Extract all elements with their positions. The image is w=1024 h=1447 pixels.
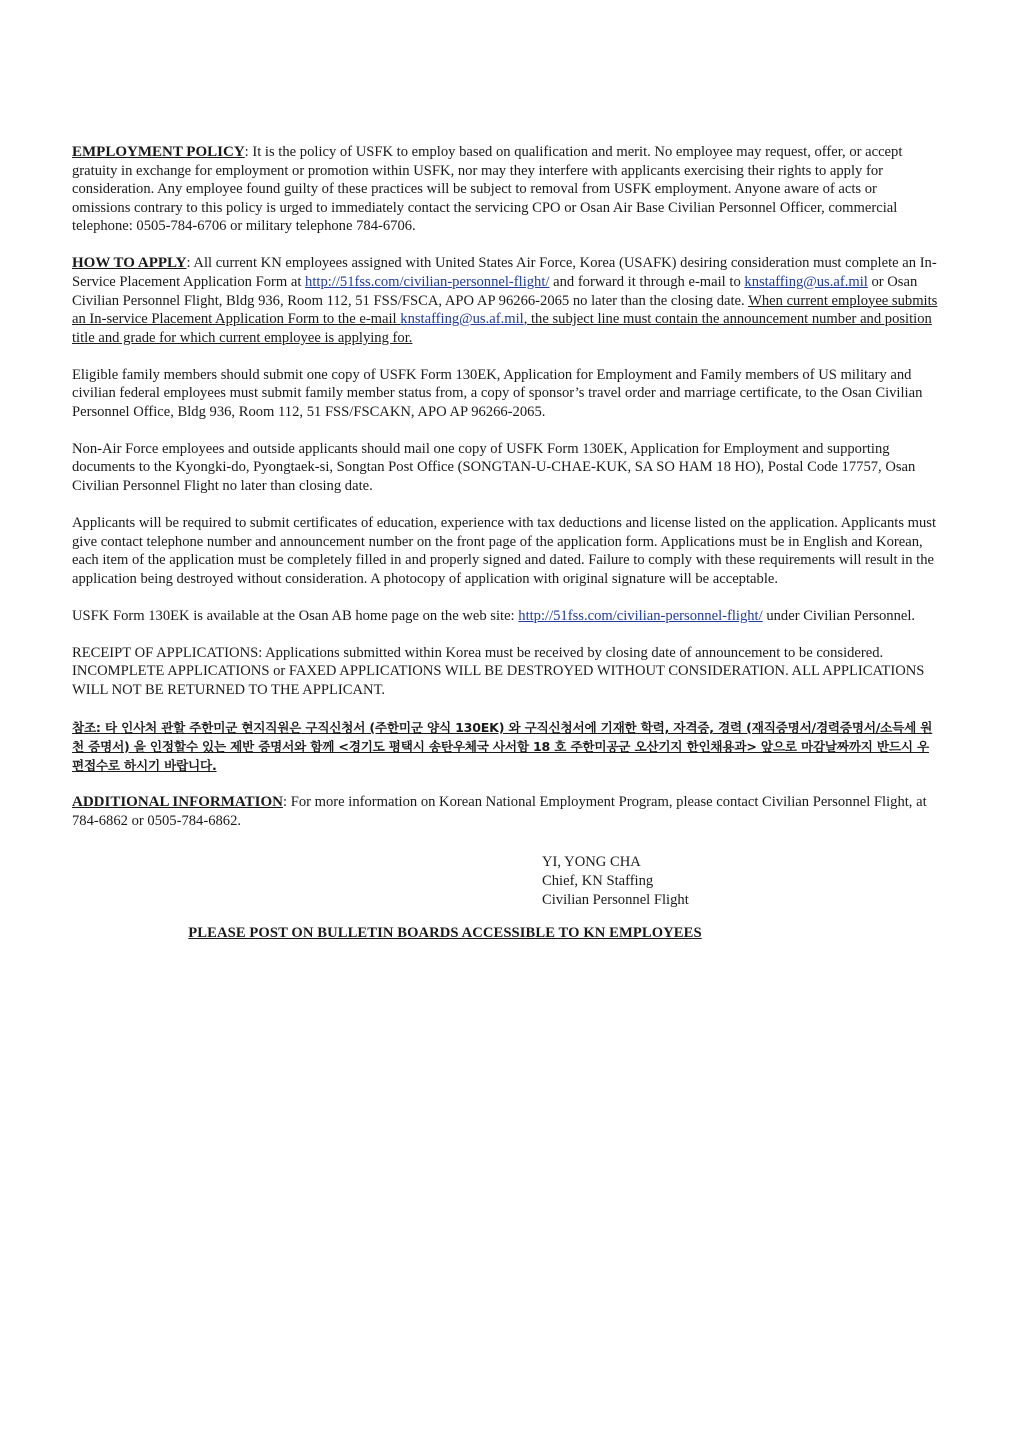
signature-block (542, 853, 938, 910)
post-notice: PLEASE POST ON BULLETIN BOARDS ACCESSIBLE TO KN EMPLOYEES (188, 924, 702, 941)
how-to-apply-text-3: or Osan Civilian Personnel Flight, Bldg 936, Room 112, 51 FSS/FSCA, APO AP 96266-2065 no later than the closing date. (72, 273, 918, 309)
employment-policy-paragraph (72, 143, 938, 236)
additional-info-body: For more information on Korean National Employment Program, please contact Civilian Personnel Flight, at 784-6862 or 0505-784-6862. (72, 794, 927, 829)
signatory-title: Chief, KN Staffing (542, 872, 654, 889)
employment-policy-heading: EMPLOYMENT POLICY (72, 144, 245, 160)
additional-info-sep: : (283, 794, 288, 811)
employment-policy-sep: : (244, 144, 249, 160)
korean-note-paragraph: 참조: 타 인사처 관할 주한미군 현지직원은 구직신청서 (주한미군 양식 130EK) 와 구직신청서에 기재한 학력, 자격증, 경력 (재직증명서/경력증명서/소득세 원천 증명서) 을 인정할수 있는 제반 증명서와 함께 <경기도 평택시 송탄우체국 사서함 18 호 주한미공군 오산기지 한인채용과> 앞으로 마감날짜까지 반드시 우편접수로 하시기 바랍니다. (72, 719, 933, 773)
how-to-apply-heading: HOW TO APPLY (72, 255, 187, 272)
how-to-apply-text-1: All current KN employees assigned with United States Air Force, Korea (USAFK) desiring consideration must complete an In-Service Placement Application Form at (72, 255, 937, 290)
signatory-name: YI, YONG CHA (542, 853, 641, 870)
receipt-paragraph: RECEIPT OF APPLICATIONS: Applications submitted within Korea must be received by closing date of announcement to be considered. INCOMPLETE APPLICATIONS or FAXED APPLICATIONS WILL BE DESTROYED WITHOUT CONSIDERATION. ALL APPLICATIONS WILL NOT BE RETURNED TO THE APPLICANT. (72, 644, 925, 698)
application-form-link[interactable]: http://51fss.com/civilian-personnel-flight/ (305, 273, 550, 290)
form-availability-text-2: under Civilian Personnel. (762, 607, 916, 624)
requirements-paragraph: Applicants will be required to submit certificates of education, experience with tax deductions and license listed on the application. Applicants must give contact telephone number and announcement number on the front page of the application form. Applications must be in English and Korean, each item of the application must be completely filled in and properly signed and dated. Failure to comply with these requirements will result in the application being destroyed without consideration. A photocopy of application with original signature will be acceptable. (72, 515, 937, 587)
family-members-paragraph: Eligible family members should submit one copy of USFK Form 130EK, Application for Employment and Family members of US military and civilian federal employees must submit family member status from, a copy of sponsor’s travel order and marriage certificate, to the Osan Civilian Personnel Office, Bldg 936, Room 112, 51 FSS/FSCAKN, APO AP 96266-2065. (72, 366, 923, 420)
staffing-email-link[interactable]: knstaffing@us.af.mil (744, 273, 868, 290)
form-availability-paragraph (72, 607, 938, 626)
non-air-force-paragraph: Non-Air Force employees and outside applicants should mail one copy of USFK Form 130EK, Application for Employment and supporting documents to the Kyongki-do, Pyongtaek-si, Songtan Post Office (SONGTAN-U-CHAE-KUK, SA SO HAM 18 HO), Postal Code 17757, Osan Civilian Personnel Flight no later than closing date. (72, 440, 916, 495)
staffing-email-link-2[interactable]: knstaffing@us.af.mil (400, 311, 524, 328)
signatory-office: Civilian Personnel Flight (542, 891, 689, 908)
document-page (72, 143, 938, 942)
additional-info-paragraph (72, 793, 938, 830)
how-to-apply-text-2: and forward it through e-mail to (549, 273, 745, 290)
how-to-apply-paragraph (72, 254, 938, 347)
additional-info-heading: ADDITIONAL INFORMATION (72, 794, 283, 811)
how-to-apply-sep: : (186, 255, 191, 272)
subject-line-instruction-a: When current employee submits an In-service Placement Application Form to the e-mail (72, 292, 938, 328)
subject-line-instruction-b: , the subject line must contain the announcement number and position title and grade for which current employee is applying for. (72, 311, 932, 346)
form-availability-text-1: USFK Form 130EK is available at the Osan AB home page on the web site: (72, 607, 519, 624)
form-availability-link[interactable]: http://51fss.com/civilian-personnel-flight/ (518, 607, 763, 624)
employment-policy-body: It is the policy of USFK to employ based on qualification and merit. No employee may request, offer, or accept gratuity in exchange for employment or promotion within USFK, nor may they interfere with applicants exercising their rights to apply for consideration. Any employee found guilty of these practices will be subject to removal from USFK employment. Anyone aware of acts or omissions contrary to this policy is urged to immediately contact the servicing CPO or Osan Air Base Civilian Personnel Officer, commercial telephone: 0505-784-6706 or military telephone 784-6706. (72, 144, 903, 235)
